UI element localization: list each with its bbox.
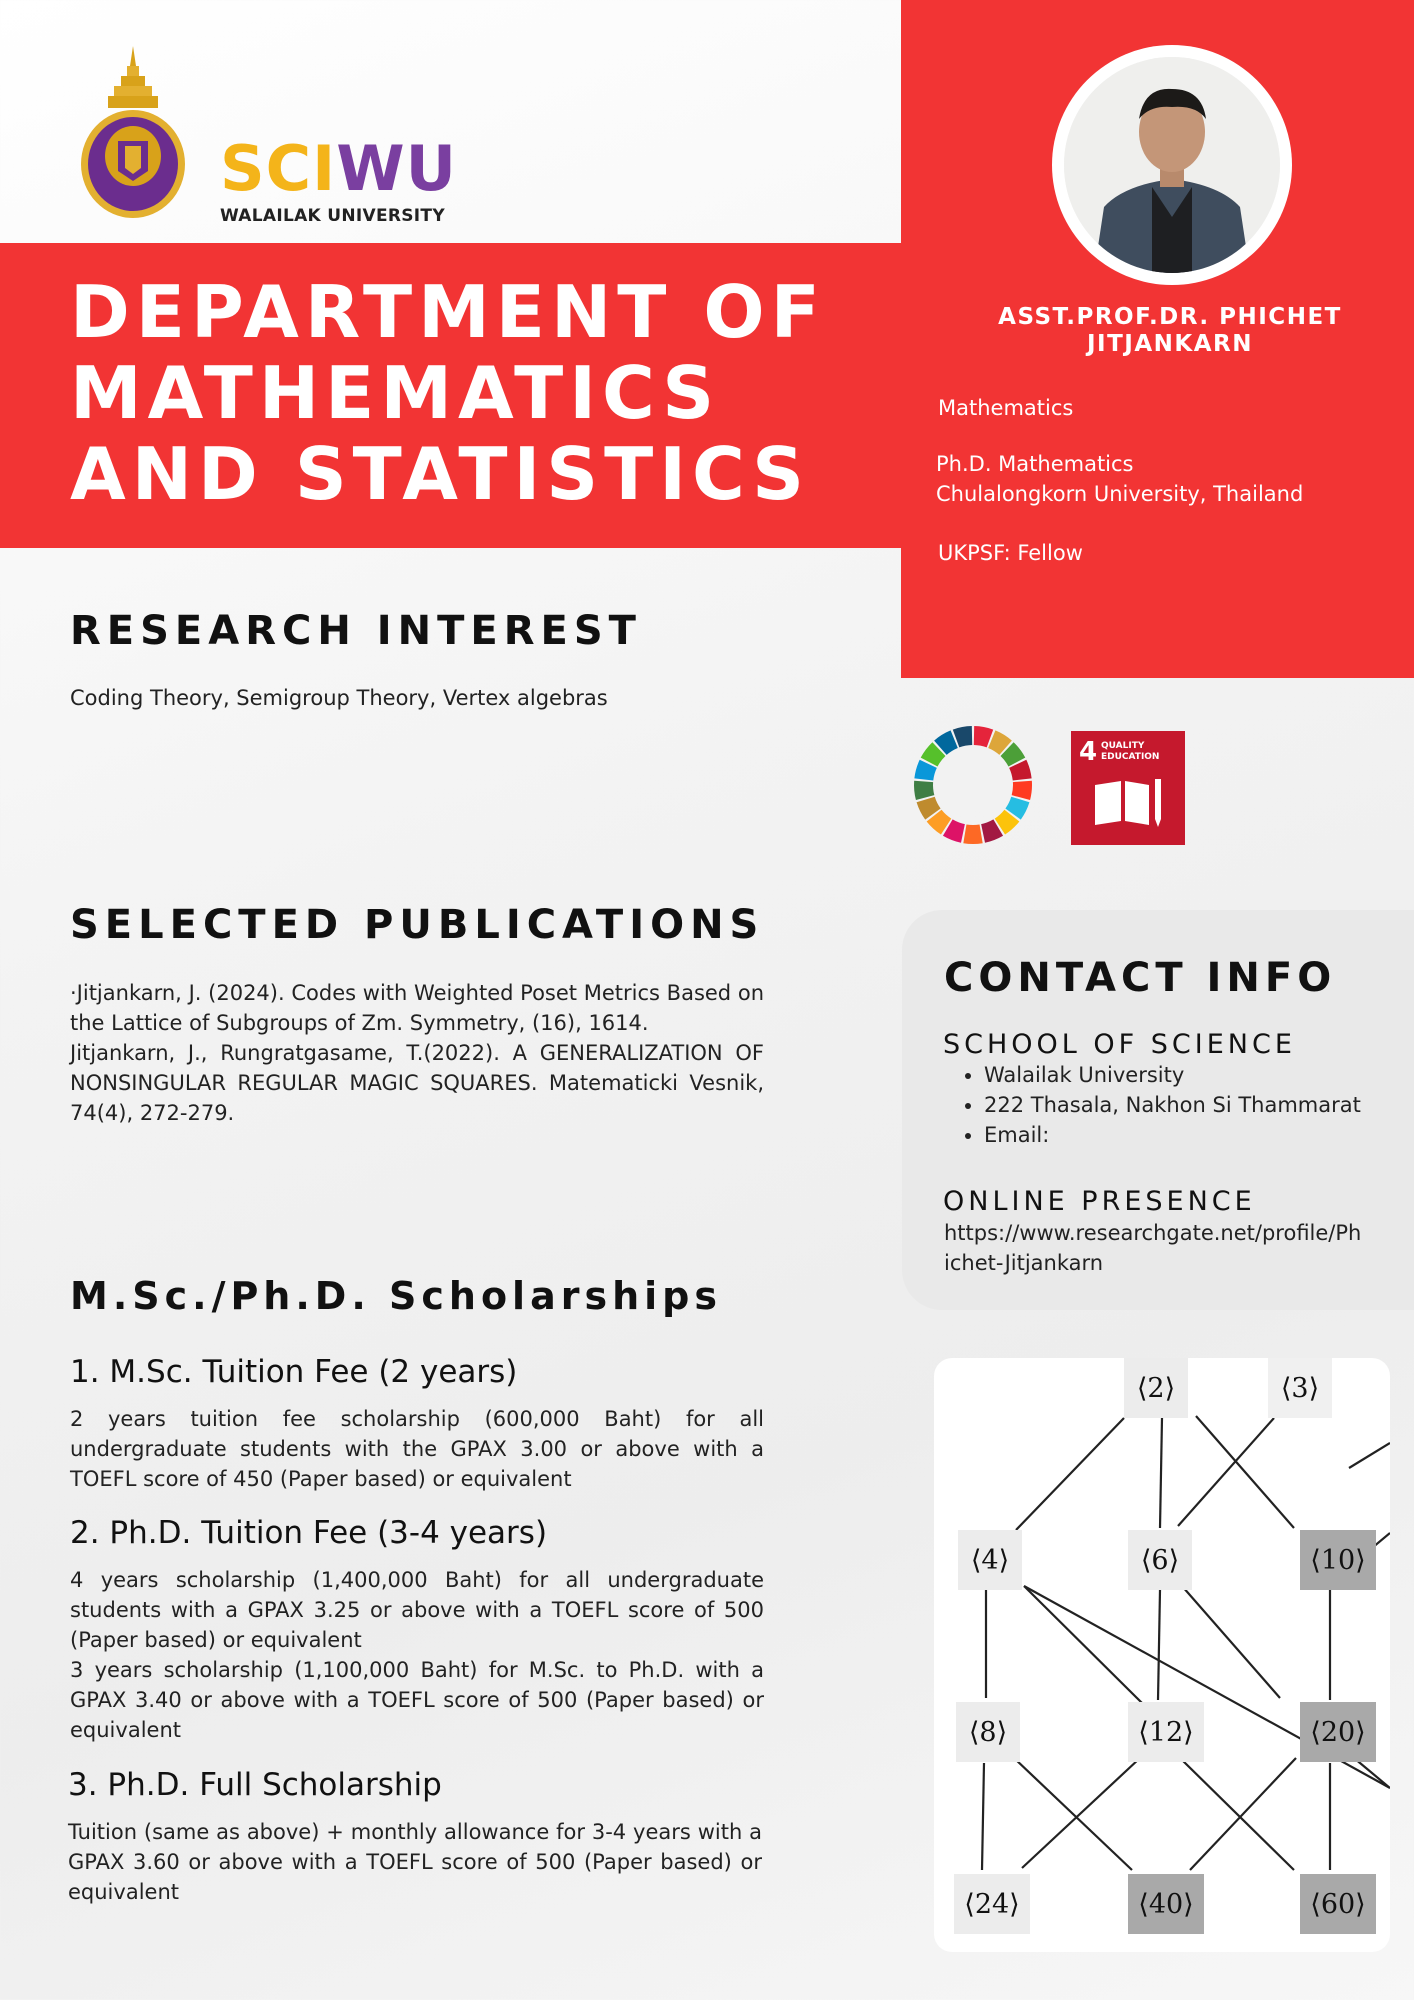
sciwu-logo	[220, 132, 457, 226]
sciwu-wordmark	[220, 132, 457, 205]
scholarship-2-text-a: 4 years scholarship (1,400,000 Baht) for all undergraduate students with a GPAX 3.25 or above with a TOEFL score of 500 (Paper based) or equivalent	[70, 1568, 764, 1652]
research-text: Coding Theory, Semigroup Theory, Vertex algebras	[70, 686, 608, 710]
scholarship-2-title: 2. Ph.D. Tuition Fee (3-4 years)	[70, 1515, 548, 1551]
sdg-goal-label	[1101, 741, 1159, 763]
contact-university: • Walailak University	[984, 1060, 1361, 1090]
publications-heading: SELECTED PUBLICATIONS	[70, 902, 765, 948]
profile-institution: Chulalongkorn University, Thailand	[936, 482, 1304, 506]
scholarship-1-text: 2 years tuition fee scholarship (600,000 Baht) for all undergraduate students with the GPAX 3.00 or above with a TOEFL score of 450 (Paper based) or equivalent	[70, 1407, 764, 1491]
scholarship-3-title: 3. Ph.D. Full Scholarship	[68, 1767, 442, 1803]
contact-address: • 222 Thasala, Nakhon Si Thammarat	[984, 1090, 1361, 1120]
publication-item: Jitjankarn, J., Rungratgasame, T.(2022). A GENERALIZATION OF NONSINGULAR REGULAR MAGIC SQUARES. Matematicki Vesnik, 74(4), 272-279.	[70, 1041, 764, 1125]
scholarships-heading: M.Sc./Ph.D. Scholarships	[70, 1274, 722, 1318]
professor-name-line-1: ASST.PROF.DR. PHICHET	[998, 304, 1342, 330]
researchgate-url-line-1: https://www.researchgate.net/profile/Ph	[944, 1221, 1362, 1245]
sdg-4-quality-education-icon	[1071, 731, 1185, 845]
department-title	[70, 272, 900, 515]
lattice-node-label: ⟨40⟩	[1138, 1889, 1194, 1920]
publication-list	[70, 978, 764, 1128]
contact-heading: CONTACT INFO	[944, 955, 1337, 1001]
title-line-2: MATHEMATICS	[70, 351, 721, 435]
book-pencil-icon	[1093, 775, 1165, 831]
title-line-3: AND STATISTICS	[70, 432, 811, 516]
profile-field: Mathematics	[938, 396, 1074, 420]
person-portrait-icon	[1064, 57, 1280, 273]
scholarship-2-text-b: 3 years scholarship (1,100,000 Baht) for M.Sc. to Ph.D. with a GPAX 3.40 or above with a TOEFL score of 500 (Paper based) or equivalent	[70, 1658, 764, 1742]
sdg-wheel-segment	[914, 781, 934, 800]
university-crest-logo	[78, 46, 188, 218]
scholarship-1-title: 1. M.Sc. Tuition Fee (2 years)	[70, 1354, 518, 1390]
lattice-node-label: ⟨12⟩	[1138, 1717, 1194, 1748]
subgroup-lattice-diagram	[934, 1358, 1390, 1952]
scholarship-3-text: Tuition (same as above) + monthly allowance for 3-4 years with a GPAX 3.60 or above with a TOEFL score of 500 (Paper based) or equivalent	[68, 1820, 762, 1904]
researchgate-url-line-2: ichet-Jitjankarn	[944, 1251, 1104, 1275]
profile-degree: Ph.D. Mathematics	[936, 452, 1134, 476]
sdg-goal-label-line-1: QUALITY	[1101, 741, 1145, 751]
publication-item: ·Jitjankarn, J. (2024). Codes with Weighted Poset Metrics Based on the Lattice of Subgroups of Zm. Symmetry, (16), 1614.	[70, 981, 764, 1035]
lattice-node-label: ⟨10⟩	[1310, 1545, 1366, 1576]
sdg-wheel-segment	[1012, 781, 1032, 800]
sciwu-subtitle: WALAILAK UNIVERSITY	[220, 206, 445, 226]
lattice-node-label: ⟨20⟩	[1310, 1717, 1366, 1748]
school-heading: SCHOOL OF SCIENCE	[943, 1029, 1296, 1060]
profile-ukpsf: UKPSF: Fellow	[938, 541, 1083, 565]
profile-photo	[1064, 57, 1280, 273]
title-line-1: DEPARTMENT OF	[70, 270, 826, 354]
professor-name-line-2: JITJANKARN	[1087, 331, 1253, 357]
lattice-node-label: ⟨2⟩	[1136, 1373, 1176, 1404]
lattice-node-label: ⟨8⟩	[968, 1717, 1008, 1748]
sdg-wheel-segment	[963, 824, 982, 844]
online-heading: ONLINE PRESENCE	[943, 1186, 1256, 1217]
sciwu-word-wu: WU	[336, 132, 457, 205]
contact-list	[944, 1060, 1361, 1150]
contact-email: • Email:	[984, 1120, 1361, 1150]
professor-name	[960, 304, 1380, 358]
lattice-node-label: ⟨3⟩	[1280, 1373, 1320, 1404]
scholarship-2-text	[70, 1565, 764, 1745]
sdg-goal-number: 4	[1079, 737, 1098, 767]
lattice-node-label: ⟨24⟩	[964, 1889, 1020, 1920]
lattice-node-label: ⟨6⟩	[1140, 1545, 1180, 1576]
researchgate-link[interactable]	[944, 1218, 1361, 1278]
sdg-goal-label-line-2: EDUCATION	[1101, 752, 1160, 762]
lattice-node-label: ⟨60⟩	[1310, 1889, 1366, 1920]
lattice-node-label: ⟨4⟩	[970, 1545, 1010, 1576]
sciwu-word-sci: SCI	[220, 132, 337, 205]
sdg-wheel-icon	[912, 724, 1034, 846]
research-heading: RESEARCH INTEREST	[70, 608, 642, 654]
